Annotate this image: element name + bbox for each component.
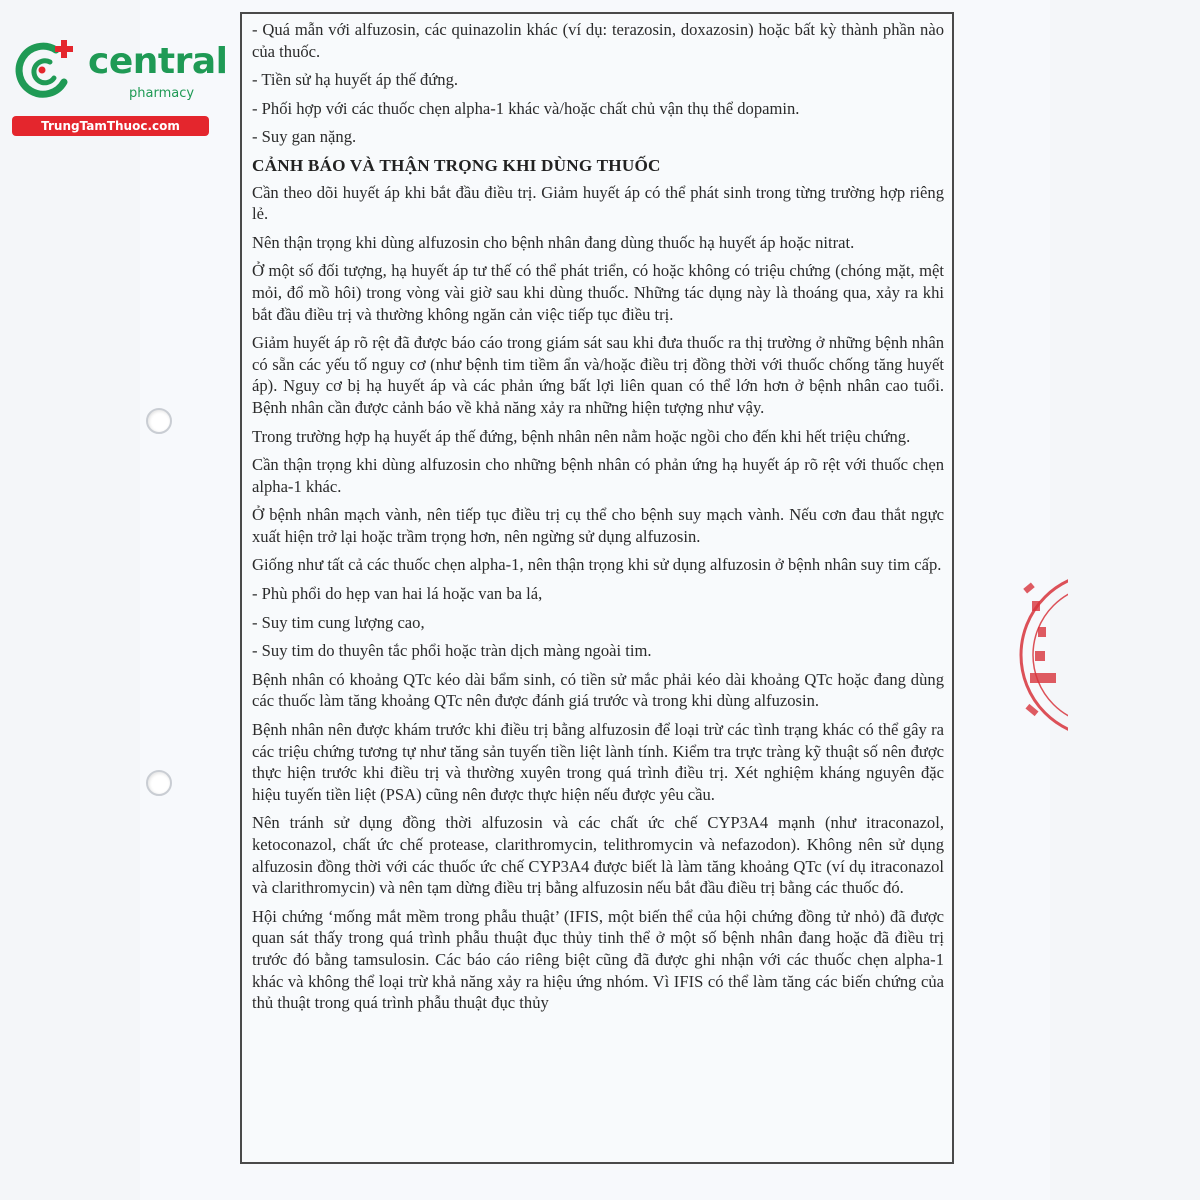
paragraph: Giảm huyết áp rõ rệt đã được báo cáo trong giám sát sau khi đưa thuốc ra thị trường ở những bệnh nhân có sẵn các yếu tố nguy cơ (như bệnh tim tiềm ẩn và/hoặc điều trị đồng thời với thuốc chống tăng huyết áp). Nguy cơ bị hạ huyết áp và các phản ứng bất lợi liên quan có thể lớn hơn ở bệnh nhân cao tuổi. Bệnh nhân cần được cảnh báo về khả năng xảy ra những hiện tượng như vậy. (252, 333, 944, 417)
paragraph: - Suy tim cung lượng cao, (252, 612, 425, 632)
paragraph: Giống như tất cả các thuốc chẹn alpha-1, nên thận trọng khi sử dụng alfuzosin ở bệnh nhân suy tim cấp. (252, 555, 942, 575)
punch-hole (146, 408, 172, 434)
logo-url-badge[interactable]: TrungTamThuoc.com (12, 116, 209, 136)
paragraph: - Tiền sử hạ huyết áp thế đứng. (252, 70, 459, 90)
paragraph: Nên thận trọng khi dùng alfuzosin cho bệnh nhân đang dùng thuốc hạ huyết áp hoặc nitrat. (252, 232, 855, 252)
paragraph: Bệnh nhân có khoảng QTc kéo dài bẩm sinh, có tiền sử mắc phải kéo dài khoảng QTc hoặc đang dùng các thuốc làm tăng khoảng QTc nên được đánh giá trước và trong khi dùng alfuzosin. (252, 669, 944, 711)
paragraph: - Quá mẫn với alfuzosin, các quinazolin khác (ví dụ: terazosin, doxazosin) hoặc bất kỳ thành phần nào của thuốc. (252, 20, 944, 61)
central-pharmacy-logo-icon (12, 38, 76, 102)
section-heading: CẢNH BÁO VÀ THẬN TRỌNG KHI DÙNG THUỐC (252, 155, 661, 175)
paragraph: - Phối hợp với các thuốc chẹn alpha-1 khác và/hoặc chất chủ vận thụ thể dopamin. (252, 98, 800, 118)
logo-subtitle: pharmacy (129, 86, 195, 101)
paragraph: Ở một số đối tượng, hạ huyết áp tư thế có thể phát triển, có hoặc không có triệu chứng (chóng mặt, mệt mỏi, đổ mồ hôi) trong vòng vài giờ sau khi dùng thuốc. Những tác dụng này là thoáng qua, xảy ra khi bắt đầu điều trị và thường không ngăn cản việc tiếp tục điều trị. (252, 261, 944, 324)
document-text-frame (240, 12, 954, 1164)
document-body (242, 14, 952, 1014)
paragraph: - Suy tim do thuyên tắc phổi hoặc tràn dịch màng ngoài tim. (252, 641, 652, 661)
paragraph: Cần theo dõi huyết áp khi bắt đầu điều trị. Giảm huyết áp có thể phát sinh trong từng trường hợp riêng lẻ. (252, 182, 944, 224)
logo-name: central (88, 41, 228, 82)
paragraph: Bệnh nhân nên được khám trước khi điều trị bằng alfuzosin để loại trừ các tình trạng khác có thể gây ra các triệu chứng tương tự như tăng sản tuyến tiền liệt lành tính. Kiểm tra trực tràng kỹ thuật số nên được thực hiện trước khi điều trị và thường xuyên trong quá trình điều trị. Xét nghiệm kháng nguyên đặc hiệu tuyến tiền liệt (PSA) cũng nên được thực hiện nếu được yêu cầu. (252, 720, 944, 804)
paragraph: Cần thận trọng khi dùng alfuzosin cho những bệnh nhân có phản ứng hạ huyết áp rõ rệt với thuốc chẹn alpha-1 khác. (252, 455, 944, 496)
paragraph: Hội chứng ‘mống mắt mềm trong phẫu thuật’ (IFIS, một biến thể của hội chứng đồng tử nhỏ) đã được quan sát thấy trong quá trình phẫu thuật đục thủy tinh thể ở một số bệnh nhân đang hoặc đã điều trị trước đó bằng tamsulosin. Các báo cáo riêng biệt cũng đã được ghi nhận với các thuốc chẹn alpha-1 khác và không thể loại trừ khả năng xảy ra hiệu ứng nhóm. Vì IFIS có thể làm tăng các biến chứng của thủ thuật trong quá trình phẫu thuật đục thủy (252, 906, 944, 1013)
paragraph: Nên tránh sử dụng đồng thời alfuzosin và các chất ức chế CYP3A4 mạnh (như itraconazol, ketoconazol, chất ức chế protease, clarithromycin, telithromycin và nefazodon). Không nên sử dụng alfuzosin đồng thời với các thuốc ức chế CYP3A4 được biết là làm tăng khoảng QTc (ví dụ itraconazol và clarithromycin) và nên tạm dừng điều trị bằng alfuzosin nếu bắt đầu điều trị bằng các thuốc đó. (252, 813, 944, 898)
paragraph: Ở bệnh nhân mạch vành, nên tiếp tục điều trị cụ thể cho bệnh suy mạch vành. Nếu cơn đau thắt ngực xuất hiện trở lại hoặc trầm trọng hơn, nên ngừng sử dụng alfuzosin. (252, 505, 944, 546)
paragraph: - Suy gan nặng. (252, 127, 357, 147)
punch-hole (146, 770, 172, 796)
paragraph: Trong trường hợp hạ huyết áp thế đứng, bệnh nhân nên nằm hoặc ngồi cho đến khi hết triệu chứng. (252, 426, 911, 446)
central-pharmacy-logo[interactable] (12, 38, 228, 138)
paragraph: - Phù phổi do hẹp van hai lá hoặc van ba lá, (252, 584, 543, 604)
red-stamp-icon (1008, 565, 1068, 745)
